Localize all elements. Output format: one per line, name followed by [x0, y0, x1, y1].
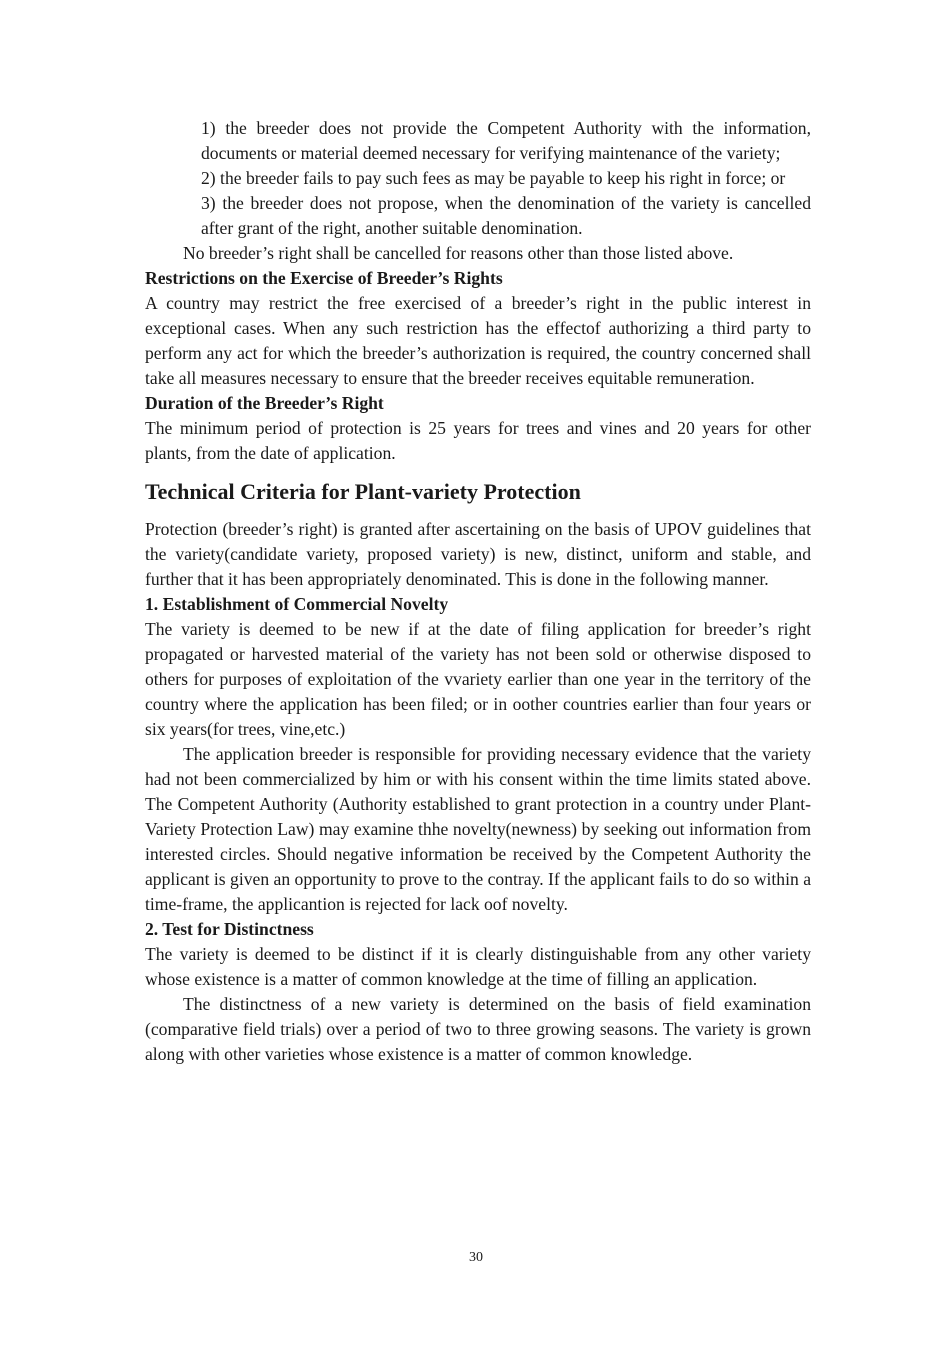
- restrictions-body: A country may restrict the free exercised of a breeder’s right in the public interest in exceptional cases. When any such restriction has the effectof authorizing a third party to perform any act for which the breeder’s authorization is required, the country concerned shall take all measures necessary to ensure that the breeder receives equitable remuneration.: [145, 293, 811, 388]
- condition-item-2: 2) the breeder fails to pay such fees as may be payable to keep his right in force; or: [201, 168, 786, 188]
- condition-item-3: 3) the breeder does not propose, when the denomination of the variety is cancelled after grant of the right, another suitable denomination.: [201, 193, 811, 238]
- technical-intro: Protection (breeder’s right) is granted after ascertaining on the basis of UPOV guidelines that the variety(candidate variety, proposed variety) is new, distinct, uniform and stable, and further that it has been appropriately denominated. This is done in the following manner.: [145, 519, 811, 589]
- novelty-paragraph-2: The application breeder is responsible for providing necessary evidence that the variety had not been commercialized by him or with his consent within the time limits stated above. The Competent Authority (Authority established to grant protection in a country under Plant-Variety Protection Law) may examine thhe novelty(newness) by seeking out information from interested circles. Should negative information be received by the Competent Authority the applicant is given an opportunity to prove to the contray. If the applicant fails to do so within a time-frame, the applicantion is rejected for lack oof novelty.: [145, 744, 811, 914]
- page-number: 30: [469, 1250, 483, 1265]
- condition-item-1: 1) the breeder does not provide the Competent Authority with the information, documents or material deemed necessary for verifying maintenance of the variety;: [201, 118, 811, 163]
- document-page: [145, 116, 811, 1067]
- cancellation-note: No breeder’s right shall be cancelled for reasons other than those listed above.: [183, 243, 734, 263]
- restrictions-heading: Restrictions on the Exercise of Breeder’s Rights: [145, 268, 503, 288]
- duration-body: The minimum period of protection is 25 years for trees and vines and 20 years for other plants, from the date of application.: [145, 418, 811, 463]
- duration-heading: Duration of the Breeder’s Right: [145, 393, 384, 413]
- distinctness-paragraph-2: The distinctness of a new variety is determined on the basis of field examination (comparative field trials) over a period of two to three growing seasons. The variety is grown along with other varieties whose existence is a matter of common knowledge.: [145, 994, 811, 1064]
- novelty-paragraph-1: The variety is deemed to be new if at the date of filing application for breeder’s right propagated or harvested material of the variety has not been sold or otherwise disposed to others for purposes of exploitation of the vvariety earlier than one year in the territory of the country where the application has been filed; or in oother countries earlier than four years or six years(for trees, vine,etc.): [145, 619, 811, 739]
- novelty-heading: 1. Establishment of Commercial Novelty: [145, 594, 449, 614]
- distinctness-paragraph-1: The variety is deemed to be distinct if it is clearly distinguishable from any other variety whose existence is a matter of common knowledge at the time of filling an application.: [145, 944, 811, 989]
- distinctness-heading: 2. Test for Distinctness: [145, 919, 314, 939]
- section-title: Technical Criteria for Plant-variety Protection: [145, 479, 581, 504]
